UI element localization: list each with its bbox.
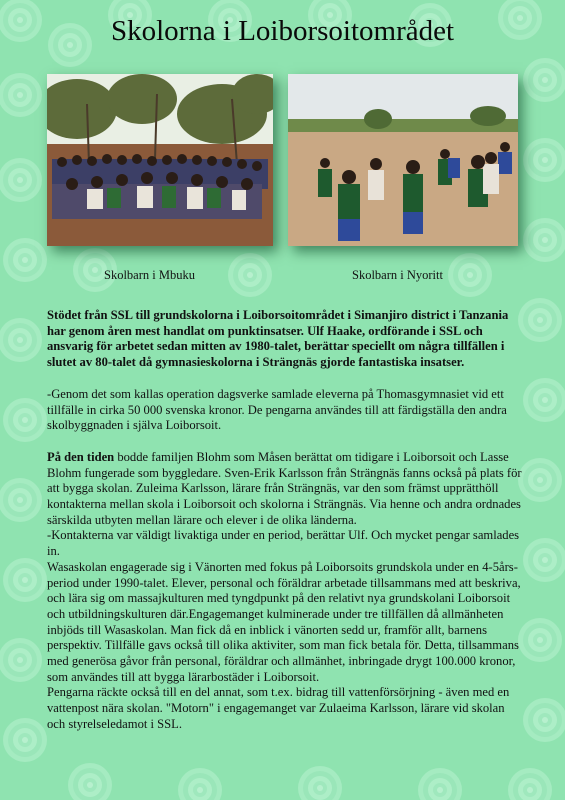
paragraph-operation-dagsverke: -Genom det som kallas operation dagsverke samlade eleverna på Thomasgymnasiet vid ett tillfälle in cirka 50 000 svenska kronor. De pengarna användes till att färdigställa den andra skolbyggnaden i själva Loiborsoit. [47,386,507,433]
photo-caption-mbuku: Skolbarn i Mbuku [104,268,195,282]
paragraph-contacts: -Kontakterna var väldigt livaktiga under en period, berättar Ulf. Och mycket pengar samlades in. [47,528,520,559]
photo-nyoritt [288,74,518,246]
paragraph-lead-phrase: På den tiden [47,449,115,464]
paragraph-wasaskolan: Wasaskolan engagerade sig i Vänorten med fokus på Loiborsoits grundskola under en 4-5års-period under 1990-talet. Elever, personal och föräldrar arbetade tillsammans med att beskriva, och lära sig om massajkulturen med tyngdpunkt på den relativt nya grundskolani Loiborsoit och utbildningskulturen där.Engagemanget kulminerade under tre tillfällen då allmänheten inbjöds till Wasaskolan. Man fick då en inblick i vänorten sedd ur, framför allt, barnens perspektiv. Tillfälle gavs också till olika aktiviter, som man fick betala för. Detta, tillsammans med generösa gåvor från personal, föräldrar och allmänhet, inbringade drygt 100.000 kronor, som användes till att bygga lärarbostäder i Loiborsoit. [47,559,521,684]
photo-mbuku [47,74,273,246]
paragraph-funding: Pengarna räckte också till en del annat, som t.ex. bidrag till vattenförsörjning - även med en vattenpost nära skolan. "Motorn" i engagemanget var Zulaeima Karlsson, lärare vid skolan och styrelseledamot i SSL. [47,685,510,731]
photo-caption-nyoritt: Skolbarn i Nyoritt [352,268,443,282]
paragraph-blohm-text: bodde familjen Blohm som Måsen berättat om tidigare i Loiborsoit och Lasse Blohm fungerade som byggledare. Sven-Erik Karlsson från Strängnäs fanns också på plats för att bygga skolan. Zuleima Karlsson, lärare från Strängnäs, var den som främst upprätthöll kontakterna mellan skola i Loiborsoit och skolorna i Strängnäs. Via henne och andra ordnades särskilda utbyten mellan lärare och elever i de olika länderna. [47,449,522,527]
paragraph-blohm [47,450,522,529]
page-title: Skolorna i Loiborsoitområdet [110,15,455,47]
intro-paragraph: Stödet från SSL till grundskolorna i Loiborsoitområdet i Simanjiro district i Tanzania har genom åren mest handlat om punktinsatser. Ulf Haake, ordförande i SSL och ansvarig för arbetet sedan mitten av 1980-talet, berättar speciellt om några tillfällen i slutet av 80-talet då gymnasieskolorna i Strängnäs gjorde fantastiska insatser. [47,308,509,370]
article-body [47,308,522,733]
